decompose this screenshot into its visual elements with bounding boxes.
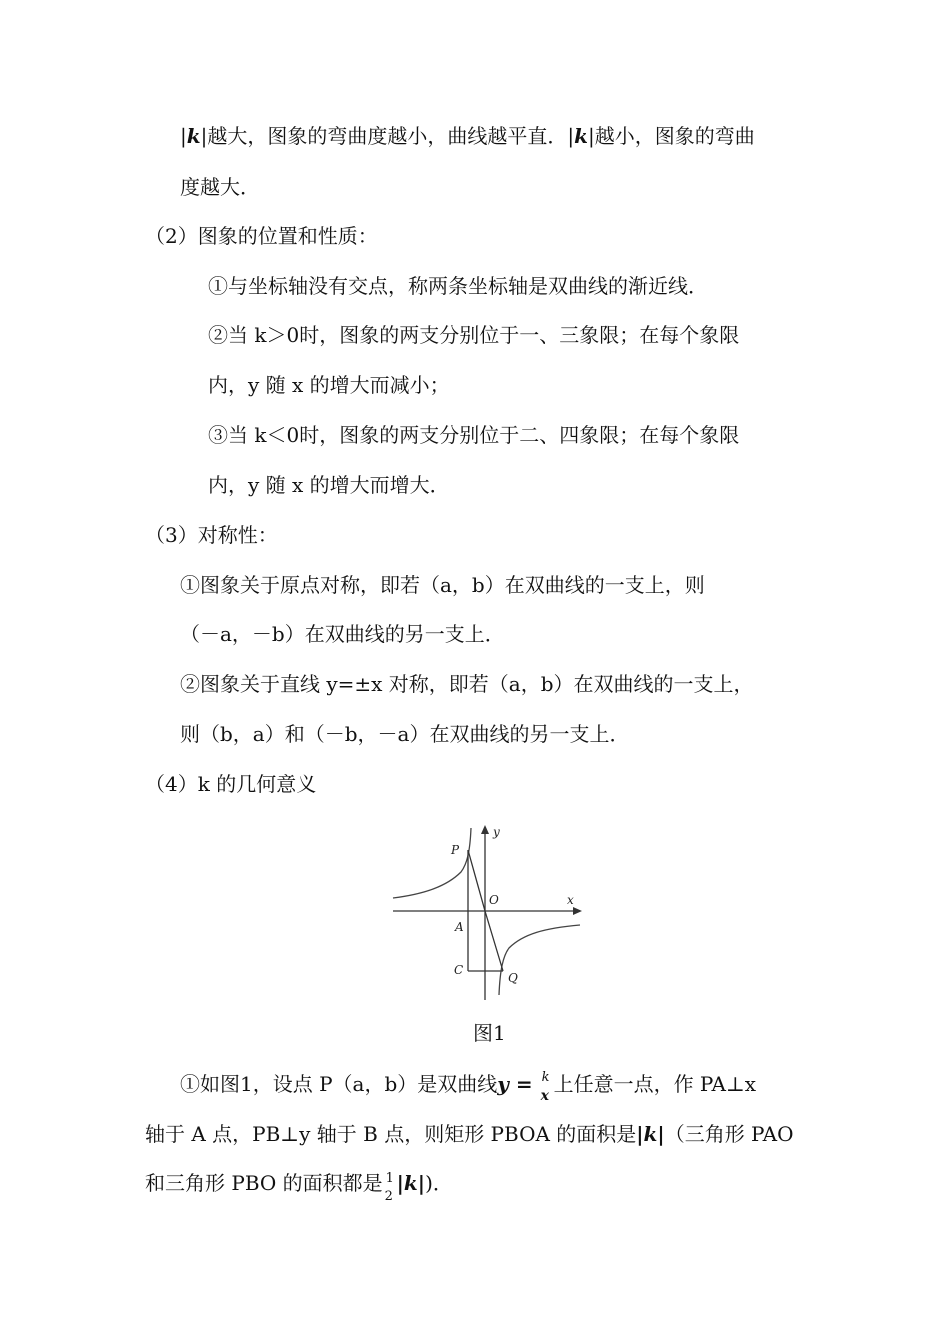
k-symbol: k (186, 124, 201, 148)
line-17 (145, 1170, 453, 1204)
label-a: A (455, 920, 464, 934)
line-10: ①图象关于原点对称，即若（a，b）在双曲线的一支上，则 (180, 573, 705, 597)
text-segment: )． (425, 1171, 453, 1195)
segment-po (468, 850, 485, 911)
label-p: P (451, 843, 460, 857)
abs-bar: | (180, 124, 187, 148)
line-8: 内，y 随 x 的增大而增大． (208, 473, 450, 497)
k-symbol: k (574, 124, 588, 148)
line-5: ②当 k＞0时，图象的两支分别位于一、三象限；在每个象限 (208, 323, 740, 347)
heading-2: （2）图象的位置和性质： (145, 224, 378, 248)
text-segment: 和三角形 PBO 的面积都是 (145, 1171, 383, 1195)
text-segment: 上任意一点，作 PA⊥x (553, 1072, 757, 1096)
math-abs-k: |k| (396, 1171, 426, 1195)
line-4: ①与坐标轴没有交点，称两条坐标轴是双曲线的渐近线． (208, 274, 708, 298)
line-12: ②图象关于直线 y=±x 对称，即若（a，b）在双曲线的一支上， (180, 672, 754, 696)
text-segment: （三角形 PAO (664, 1122, 794, 1146)
text-segment: |越大，图象的弯曲度越小，曲线越平直． (200, 124, 568, 148)
math-y-equals: y = (497, 1072, 540, 1096)
fraction-k-over-x (540, 1070, 554, 1104)
label-y: y (493, 825, 500, 839)
line-2: 度越大． (180, 175, 260, 199)
heading-4: （4）k 的几何意义 (145, 772, 317, 796)
label-x: x (567, 893, 574, 907)
figure-caption: 图1 (473, 1021, 506, 1045)
hyperbola-figure (385, 820, 605, 1010)
label-o: O (489, 893, 499, 907)
segment-oq (485, 911, 503, 971)
hyperbola-branch-left (393, 828, 471, 898)
fraction-denominator: 2 (384, 1189, 393, 1204)
abs-bar: | (567, 124, 575, 148)
fraction-one-half (383, 1170, 397, 1204)
y-axis-arrow (481, 825, 489, 834)
text-segment: |越小，图象的弯曲 (587, 124, 755, 148)
text-segment: 轴于 A 点，PB⊥y 轴于 B 点，则矩形 PBOA 的面积是 (145, 1122, 637, 1146)
math-abs-k: |k| (636, 1122, 665, 1146)
fraction-denominator: x (540, 1088, 549, 1104)
line-1 (180, 123, 755, 149)
x-axis-arrow (573, 907, 582, 915)
text-segment: ①如图1，设点 P（a，b）是双曲线 (180, 1072, 498, 1096)
fraction-numerator: 1 (385, 1171, 394, 1186)
line-11: （－a，－b）在双曲线的另一支上． (180, 622, 505, 646)
line-16 (145, 1121, 794, 1147)
line-7: ③当 k＜0时，图象的两支分别位于二、四象限；在每个象限 (208, 423, 740, 447)
line-6: 内，y 随 x 的增大而减小； (208, 373, 450, 397)
label-c: C (454, 963, 464, 977)
line-15 (180, 1070, 757, 1104)
fraction-numerator: k (541, 1070, 550, 1085)
line-13: 则（b，a）和（－b，－a）在双曲线的另一支上． (180, 722, 630, 746)
label-q: Q (508, 971, 518, 985)
heading-3: （3）对称性： (145, 523, 278, 547)
